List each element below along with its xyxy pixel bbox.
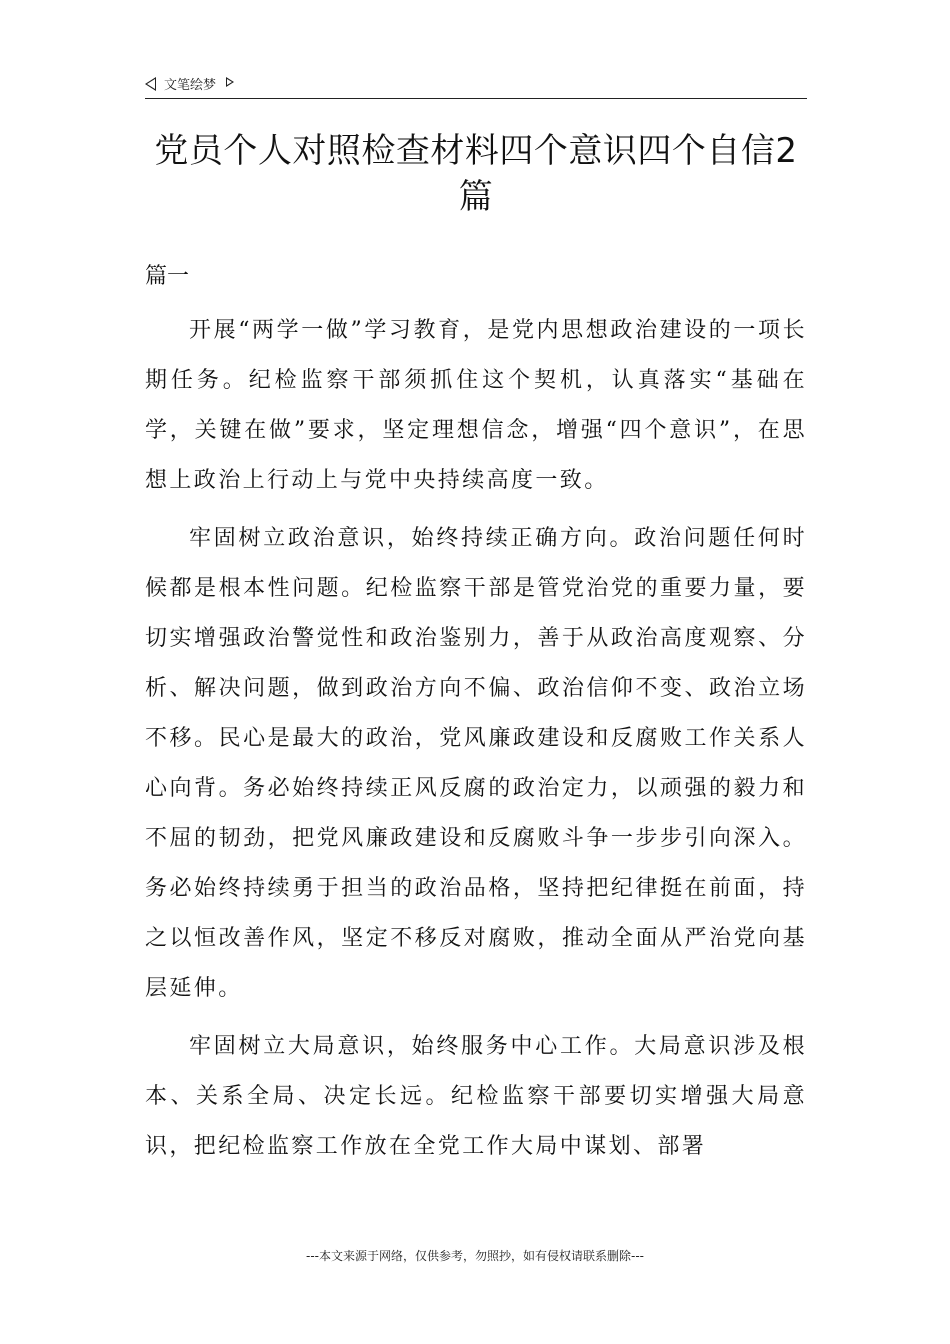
header-brand	[145, 74, 234, 93]
paragraph: 牢固树立大局意识，始终服务中心工作。大局意识涉及根本、关系全局、决定长远。纪检监察干部要切实增强大局意识，把纪检监察工作放在全党工作大局中谋划、部署	[145, 1034, 807, 1159]
paragraph: 牢固树立政治意识，始终持续正确方向。政治问题任何时候都是根本性问题。纪检监察干部是管党治党的重要力量，要切实增强政治警觉性和政治鉴别力，善于从政治高度观察、分析、解决问题，做到政治方向不偏、政治信仰不变、政治立场不移。民心是最大的政治，党风廉政建设和反腐败工作关系人心向背。务必始终持续正风反腐的政治定力，以顽强的毅力和不屈的韧劲，把党风廉政建设和反腐败斗争一步步引向深入。务必始终持续勇于担当的政治品格，坚持把纪律挺在前面，持之以恒改善作风，坚定不移反对腐败，推动全面从严治党向基层延伸。	[145, 526, 807, 1001]
page-header	[145, 70, 807, 99]
triangle-right-icon	[226, 77, 234, 87]
paragraph: 开展“两学一做”学习教育，是党内思想政治建设的一项长期任务。纪检监察干部须抓住这个契机，认真落实“基础在学，关键在做”要求，坚定理想信念，增强“四个意识”，在思想上政治上行动上与党中央持续高度一致。	[145, 318, 807, 493]
triangle-left-icon	[145, 77, 156, 91]
document-title: 党员个人对照检查材料四个意识四个自信2篇	[154, 131, 798, 217]
brand-name: 文笔绘梦	[164, 78, 217, 93]
section-label: 篇一	[145, 264, 190, 289]
footer-disclaimer: ---本文来源于网络，仅供参考，勿照抄，如有侵权请联系删除---	[306, 1249, 644, 1263]
document-body	[145, 306, 807, 1180]
